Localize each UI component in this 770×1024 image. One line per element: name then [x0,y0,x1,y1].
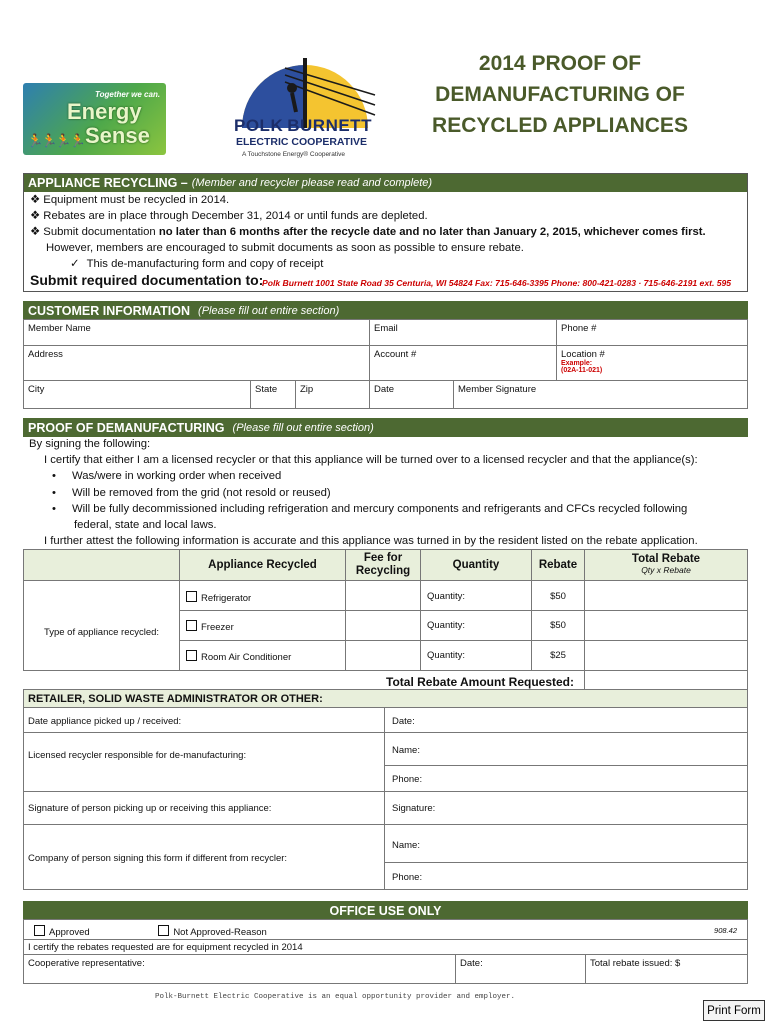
energy-logo-word1: Energy [67,99,142,124]
pickup-date-label: Date: [392,716,415,727]
type-label-cell [23,580,180,671]
total-amount-field[interactable] [584,670,748,690]
table-header-blank [23,549,180,581]
proof-header [23,418,748,437]
office-date-label: Date: [460,958,483,969]
col-quantity: Quantity [420,549,532,581]
row-refrigerator-rebate [531,580,585,611]
title-line-2: DEMANUFACTURING OF [435,83,685,106]
total-label: Total Rebate Amount Requested: [386,675,575,689]
row-refrigerator-total[interactable] [584,580,748,611]
coop-name [234,116,372,136]
company-name-label: Name: [392,840,420,851]
proof-subheading: (Please fill out entire section) [232,421,374,434]
refrigerator-rebate: $50 [550,591,566,602]
location-field[interactable] [556,345,748,381]
city-label: City [28,384,45,395]
coop-tagline: A Touchstone Energy® Cooperative [242,151,345,158]
account-label: Account # [374,349,417,360]
row-refrigerator-item[interactable] [179,580,346,611]
form-code: 908.42 [714,926,737,935]
not-approved-checkbox[interactable] [158,925,169,936]
proof-bullet-1-text: Was/were in working order when received [71,470,282,482]
proof-attest: I further attest the following information is accurate and this appliance was turned in by the resident listed on the rebate application. [44,535,698,547]
proof-bullet-2: • Will be removed from the grid (not resold or reused) [52,487,331,499]
title-line-1: 2014 PROOF OF [478,52,642,75]
proof-heading: PROOF OF DEMANUFACTURING [28,420,225,435]
recycling-subheading: (Member and recycler please read and complete) [191,176,433,189]
company-label-cell [23,824,385,890]
recycler-name-label: Name: [392,745,420,756]
email-label: Email [374,323,398,334]
bullet-2: ❖ Rebates are in place through December 31, 2014 or until funds are depleted. [30,210,428,222]
coop-subname: ELECTRIC COOPERATIVE [236,136,368,148]
refrigerator-label: Refrigerator [201,593,252,604]
company-phone-field[interactable] [384,862,748,890]
bullet-3-text: Submit documentation [43,226,159,238]
bullet-3: ❖ Submit documentation no later than 6 months after the recycle date and no later than January 2, 2015, whichever comes first. [30,226,706,238]
sig-person-label: Signature of person picking up or receiving this appliance: [28,803,272,814]
col-fee-line-1: Fee for [363,552,403,564]
ac-checkbox[interactable] [186,650,197,661]
member-signature-field[interactable] [453,380,748,409]
total-issued-label: Total rebate issued: $ [590,958,681,969]
picked-up-label: Date appliance picked up / received: [28,716,182,727]
bullet-2-text: Rebates are in place through December 31, 2014 or until funds are depleted. [43,210,428,222]
col-total-sub: Qty x Rebate [641,565,691,575]
proof-bullet-2-text: Will be removed from the grid (not resold or reused) [71,487,331,499]
approved-checkbox[interactable] [34,925,45,936]
phone-field[interactable] [556,319,748,346]
polk-burnett-logo [230,40,380,165]
licensed-label: Licensed recycler responsible for de-manufacturing: [28,750,247,761]
proof-bullet-1: • Was/were in working order when received [52,470,282,482]
row-freezer-qty[interactable] [420,610,532,641]
coop-rep-field[interactable] [23,954,456,984]
energy-logo-tagline: Together we can. [95,90,161,99]
energy-logo-word2: Sense [85,123,150,148]
refrigerator-checkbox[interactable] [186,591,197,602]
signature-field[interactable] [384,791,748,825]
col-total-title: Total Rebate [631,553,701,565]
proof-intro: By signing the following: [29,438,151,450]
ac-qty-label: Quantity: [427,650,466,661]
row-ac-item[interactable] [179,640,346,671]
not-approved-label: Not Approved-Reason [173,927,267,938]
coop-name-2: BURNETT [287,116,372,135]
phone-label: Phone # [561,323,597,334]
col-rebate: Rebate [531,549,585,581]
row-freezer-item[interactable] [179,610,346,641]
location-example-label: Example: [561,360,593,367]
row-freezer-total[interactable] [584,610,748,641]
recycler-name-field[interactable] [384,732,748,766]
row-ac-fee[interactable] [345,640,421,671]
picked-up-label-cell [23,707,385,733]
customer-heading: CUSTOMER INFORMATION [28,303,191,318]
bullet-1: ❖ Equipment must be recycled in 2014. [30,194,230,206]
title-line-3: RECYCLED APPLIANCES [432,114,688,137]
type-label: Type of appliance recycled: [43,627,160,638]
customer-subheading: (Please fill out entire section) [198,304,340,317]
col-total [584,549,748,581]
total-issued-field[interactable] [585,954,748,984]
company-phone-label: Phone: [392,872,423,883]
recycling-box [23,173,748,292]
member-name-field[interactable] [23,319,370,346]
form-title [400,48,720,141]
coop-name-1: POLK [234,116,284,135]
proof-certify: I certify that either I am a licensed recycler or that this appliance will be turned over to a licensed recycler and that the appliance(s): [44,454,698,466]
pickup-date-field[interactable] [384,707,748,733]
proof-bullet-3: • Will be fully decommissioned including refrigeration and mercury components and refrigerants and CFCs recycled following [52,503,688,515]
date-field[interactable] [369,380,454,409]
freezer-checkbox[interactable] [186,620,197,631]
col-appliance: Appliance Recycled [179,549,346,581]
customer-header [23,301,748,320]
row-refrigerator-qty[interactable] [420,580,532,611]
freezer-rebate: $50 [550,620,566,631]
freezer-label: Freezer [201,622,234,633]
check-text: This de-manufacturing form and copy of receipt [86,258,324,270]
address-field[interactable] [23,345,370,381]
office-heading: OFFICE USE ONLY [329,903,442,918]
submit-label: Submit required documentation to: [30,272,264,288]
company-name-field[interactable] [384,824,748,863]
refrigerator-qty-label: Quantity: [427,591,466,602]
bullet-3-bold: no later than 6 months after the recycle date and no later than January 2, 2015, whichever comes first. [158,226,706,238]
ac-label: Room Air Conditioner [201,652,292,663]
row-freezer-rebate [531,610,585,641]
energy-sense-logo [23,83,166,155]
address-label: Address [28,349,63,360]
account-field[interactable] [369,345,557,381]
ac-rebate: $25 [550,650,566,661]
bullet-3-note: However, members are encouraged to submit documents as soon as possible to ensure rebate. [46,242,524,254]
retailer-heading: RETAILER, SOLID WASTE ADMINISTRATOR OR OTHER: [23,689,748,708]
row-ac-total[interactable] [584,640,748,671]
submit-address: Polk Burnett 1001 State Road 35 Centuria, WI 54824 Fax: 715-646-3395 Phone: 800-421-0283 · 715-646-2191 ext. 595 [262,278,732,288]
people-chain-icon: 🏃🏃🏃🏃 [27,133,84,148]
row-freezer-fee[interactable] [345,610,421,641]
location-example-value: (02A-11-021) [561,367,603,374]
approval-row [23,919,748,940]
zip-field[interactable] [295,380,370,409]
date-label: Date [374,384,395,395]
freezer-qty-label: Quantity: [427,620,466,631]
city-field[interactable] [23,380,251,409]
state-field[interactable] [250,380,296,409]
recycling-heading: APPLIANCE RECYCLING – [28,175,188,190]
eo-statement: Polk-Burnett Electric Cooperative is an equal opportunity provider and employer. [154,993,516,1001]
row-refrigerator-fee[interactable] [345,580,421,611]
sig-person-label-cell [23,791,385,825]
row-ac-rebate [531,640,585,671]
location-label: Location # [561,349,605,360]
licensed-label-cell [23,732,385,792]
coop-rep-label: Cooperative representative: [28,958,145,969]
signature-label: Signature: [392,803,436,814]
row-ac-qty[interactable] [420,640,532,671]
company-label: Company of person signing this form if different from recycler: [28,853,288,864]
col-fee-line-2: Recycling [355,565,411,577]
bullet-1-text: Equipment must be recycled in 2014. [43,194,230,206]
col-fee [345,549,421,581]
office-date-field[interactable] [455,954,586,984]
member-name-label: Member Name [28,323,91,334]
zip-label: Zip [300,384,314,395]
proof-bullet-3-text: Will be fully decommissioned including refrigeration and mercury components and refrigerants and CFCs recycled following [71,503,688,515]
recycler-phone-field[interactable] [384,765,748,792]
office-header [23,901,748,920]
check-line: ✓ This de-manufacturing form and copy of receipt [70,258,324,270]
approved-label: Approved [49,927,90,938]
recycler-phone-label: Phone: [392,774,423,785]
proof-bullet-3-cont: federal, state and local laws. [74,519,217,531]
email-field[interactable] [369,319,557,346]
state-label: State [255,384,278,395]
member-signature-label: Member Signature [458,384,537,395]
office-certify: I certify the rebates requested are for equipment recycled in 2014 [23,939,748,955]
print-form-button[interactable]: Print Form [703,1000,765,1021]
